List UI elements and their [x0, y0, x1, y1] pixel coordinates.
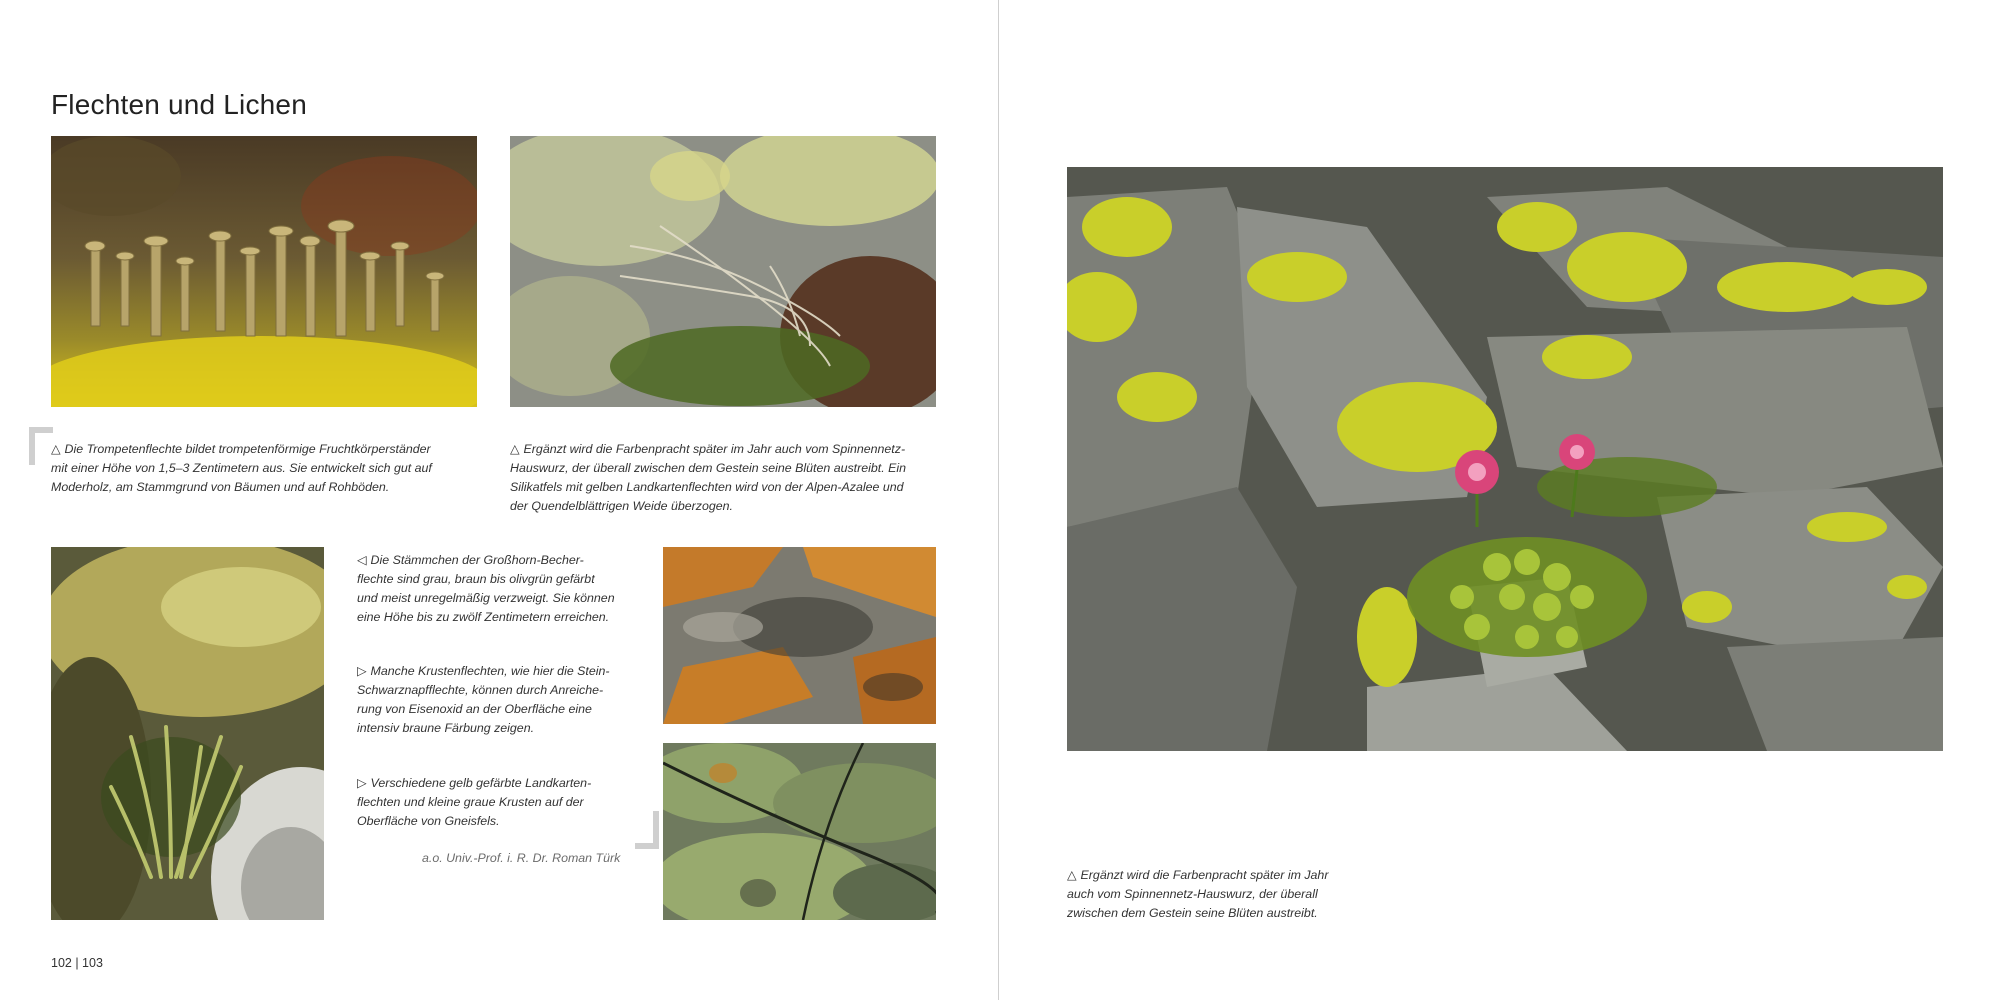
- up-arrow-icon: △: [51, 442, 61, 456]
- photo-crust-lichen-brown: [663, 547, 936, 724]
- photo-cup-lichen: [51, 547, 324, 920]
- caption-cup-lichen: ◁ Die Stämmchen der Großhorn-Becher- flechte sind grau, braun bis olivgrün gefärbt und meist unregelmäßig verzweigt. Sie können eine Höhe bis zu zwölf Zentimetern erreichen.: [357, 553, 615, 624]
- page-title: Flechten und Lichen: [51, 88, 307, 120]
- caption-trumpet-lichen: △ Die Trompetenflechte bildet trompetenförmige Fruchtkörperständer mit einer Höhe von 1,5–3 Zentimetern aus. Sie entwickelt sich gut auf Moderholz, am Stammgrund von Bäumen und auf Rohböden.: [51, 442, 432, 494]
- photo-trumpet-lichen: [51, 136, 477, 407]
- photo-map-lichen-gneiss: [663, 743, 936, 920]
- photo-houseleek-on-lichen-rocks: [1067, 167, 1943, 751]
- caption-map-lichen: ▷ Verschiedene gelb gefärbte Landkarten- flechten und kleine graue Krusten auf der Oberfläche von Gneisfels.: [357, 776, 592, 828]
- caption-crust-lichen: ▷ Manche Krustenflechten, wie hier die Stein- Schwarznapfflechte, können durch Anreiche- rung von Eisenoxid an der Oberfläche eine intensiv braune Färbung zeigen.: [357, 664, 610, 735]
- caption-azalea: △ Ergänzt wird die Farbenpracht später im Jahr auch vom Spinnennetz- Hauswurz, der überall zwischen dem Gestein seine Blüten austreibt. Ein Silikatfels mit gelben Landkartenflechten wird von der Alpen-Azalee und der Quendelblättrigen Weide überzogen.: [510, 442, 907, 513]
- photo-azalea-on-rock: [510, 136, 936, 407]
- right-page: [999, 0, 1999, 1000]
- left-page: [0, 0, 999, 1000]
- author-credit: a.o. Univ.-Prof. i. R. Dr. Roman Türk: [422, 851, 621, 865]
- quote-bracket-open: [29, 427, 53, 465]
- right-arrow-icon: ▷: [357, 664, 367, 678]
- caption-houseleek: △ Ergänzt wird die Farbenpracht später im Jahr auch vom Spinnennetz-Hauswurz, der überall zwischen dem Gestein seine Blüten austreibt.: [1067, 868, 1329, 920]
- up-arrow-icon: △: [1067, 868, 1077, 882]
- page-number: 102 | 103: [51, 956, 103, 970]
- quote-bracket-close: [635, 811, 659, 849]
- up-arrow-icon: △: [510, 442, 520, 456]
- left-arrow-icon: ◁: [357, 553, 367, 567]
- right-arrow-icon: ▷: [357, 776, 367, 790]
